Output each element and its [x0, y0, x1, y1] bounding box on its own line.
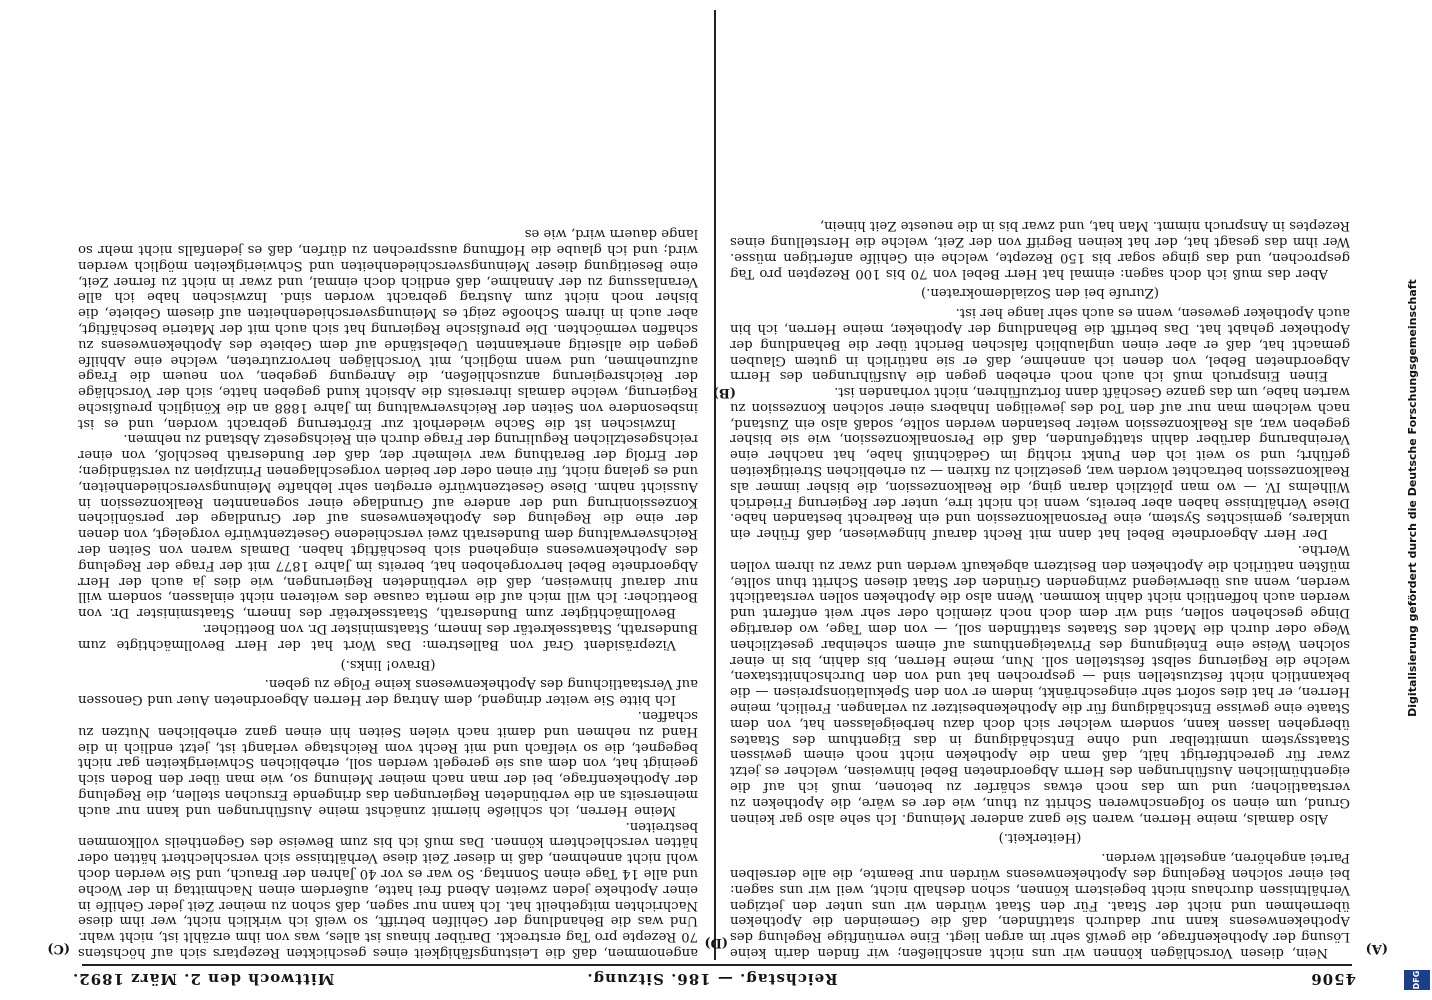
paragraph: Inzwischen ist die Sache wiederholt zur Erörterung gebracht worden, und es ist insbesondere von Seiten der Reichsverwaltung im Jahre 1888 an die Königlich preußische Regierung, welche damals ihrerseits die Absicht kund gegeben hatte, sich der Vorschläge der Reichsregierung anzuschließen, die Anregung gegeben, von neuem die Frage aufzunehmen, und wenn möglich, mit Vorschlägen hervorzutreten, welche eine Abhilfe gegen die allseitig anerkannten Uebelstände auf dem Gebiete des Apothekenwesens zu schaffen vermöchten. Die preußische Regierung hat sich auch mit der Materie beschäftigt, aber auch in ihrem Schooße zeigt es Meinungsverschiedenheiten auf diesem Gebiete, die bisher noch nicht zum Austrag gebracht worden sind. Inzwischen habe ich alle Veranlassung zu der Annahme, daß endlich doch einmal, und zwar in nicht zu ferner Zeit, eine Beseitigung dieser Meinungsverschiedenheiten und Schwierigkeiten möglich werden wird; und ich glaube die Hoffnung aussprechen zu dürfen, daß es jedenfalls nicht mehr so lange dauern wird, wie es	[78, 226, 698, 431]
interjection: (Zurufe bei den Sozialdemokraten.)	[920, 285, 1160, 301]
interjection: (Bravo! links.)	[340, 656, 436, 672]
paragraph: Einen Einspruch muß ich auch noch erheben gegen die Ausführungen des Herrn Abgeordneten Bebel, von denen ich annehme, daß er sie natürlich in gutem Glauben gemacht hat, daß er aber einen unglaublich falschen Bericht über die Behandlung der Apotheker gehabt hat. Das betrifft die Behandlung der Apotheker, meine Herren, ich bin auch Apotheker gewesen, wenn es auch sehr lange her ist.	[730, 305, 1350, 384]
paragraph: Ich bitte Sie weiter dringend, dem Antrag der Herren Abgeordneten Auer und Genossen auf Verstaatlichung des Apothekenwesens keine Folge zu geben.	[78, 676, 698, 708]
right-column	[78, 225, 698, 960]
paragraph: Also damals, meine Herren, waren Sie ganz anderer Meinung. Ich sehe also gar keinen Grund, um einen so folgenschweren Schritt zu thun, wie der es wäre, die Apotheken zu verstaatlichen; und um das noch etwas schärfer zu betonen, muß ich auf die eigenthümlichen Ausführungen des Herrn Abgeordneten Bebel hinweisen, welcher es jetzt zwar für gerechtfertigt hält, daß man die Apotheken nicht noch einem gewissen Staatssystem unmittelbar und ohne Entschädigung in das Eigenthum des Staates übergehen lassen kann, sondern welcher sich doch dazu herbeigelassen hat, von dem Staate eine gewisse Entschädigung für die Apothekenbesitzer zu verlangen. Freilich, meine Herren, er hat dies sofort sehr eingeschränkt, indem er von den Spekulationspreisen — die bekanntlich nicht festzustellen sind — gesprochen hat und von den Durchschnittstaxen, welche die Regierung selbst feststellen soll. Nun, meine Herren, bis dahin, bis in einer solchen Weise eine Enteignung des Privateigenthums auf einem scheinbar gesetzlichen Wege oder durch die Macht des Staates stattfinden soll, — von dem Tage, wo derartige Dinge geschehen sollen, sind wir dem doch noch ziemlich oder sehr weit entfernt und werden auch hoffentlich nicht dahin kommen. Wenn also die Apotheken sollen verstaatlicht werden, wenn aus überwiegend zwingenden Gründen der Staat diesen Schritt thun sollte, müßten natürlich die Apotheken den Besitzern abgekauft werden und zwar zu ihrem vollen Werthe.	[730, 542, 1350, 826]
margin-mark-c: (C)	[47, 941, 70, 956]
paragraph: Meine Herren, ich schließe hiermit zunächst meine Ausführungen und kann nur auch meinerseits an die verbündeten Regierungen das dringende Ersuchen stellen, die Regelung der Apothekenfrage, bei der man nach meiner Meinung so, wie man über den Boden sich geeinigt hat, von dem aus sie geregelt werden soll, erheblichen Schwierigkeiten gar nicht begegnet, die so vielfach und mit Recht vom Reichstage verlangt ist, jetzt endlich in die Hand zu nehmen und damit nach vielen Seiten hin einen ganz erheblichen Nutzen zu schaffen.	[78, 708, 698, 818]
speaker-paragraph: Bevollmächtigter zum Bundesrath, Staatssekretär des Innern, Staatsminister Dr. von Boetticher: Ich will mich auf die merita causae des weiteren nicht einlassen, sondern will nur darauf hinweisen, daß die verbündeten Regierungen, wie dies ja auch der Herr Abgeordnete Bebel hervorgehoben hat, bereits im Jahre 1877 mit der Frage der Regelung des Apothekenwesens eingehend sich beschäftigt haben. Damals waren von Seiten der Reichsverwaltung dem Bundesrath zwei verschiedene Gesetzentwürfe vorgelegt, von denen der eine die Regelung des Apothekenwesens auf der Grundlage der persönlichen Konzessionirung und der andere auf Grundlage einer sogenannten Realkonzession in Aussicht nahm. Diese Gesetzentwürfe erregten sehr lebhafte Meinungsverschiedenheiten, und es gelang nicht, für einen oder der beiden vorgeschlagenen Prinzipien zu verständigen; der Erfolg der Berathung war vielmehr der, daß der Bundesrath beschloß, von einer reichsgesetzlichen Regulirung der Frage durch ein Reichsgesetz Abstand zu nehmen.	[78, 431, 698, 621]
paragraph: Aber das muß ich doch sagen: einmal hat Herr Bebel von 70 bis 100 Rezepten pro Tag gesprochen, und das ginge sogar bis 150 Rezepte, welche ein Gehilfe anfertigen müsse. Wer ihm das gesagt hat, der hat keinen Begriff von der Zeit, welche die Herstellung eines Rezeptes in Anspruch nimmt. Man hat, und zwar bis in die neueste Zeit hinein,	[730, 218, 1350, 281]
session-title: Reichstag. — 186. Sitzung.	[586, 970, 838, 988]
margin-mark-b: (B)	[712, 385, 736, 400]
speaker-paragraph: Vizepräsident Graf von Ballestrem: Das Wort hat der Herr Bevollmächtigte zum Bundesrath, Staatssekretär des Innern, Staatsminister Dr. von Boetticher.	[78, 621, 698, 652]
header-rule	[82, 964, 1352, 966]
digitization-sidebar	[1404, 0, 1432, 1000]
paragraph: angenommen, daß die Leistungsfähigkeit eines geschickten Rezeptars sich auf höchstens 70 Rezepte pro Tag erstreckt. Darüber hinaus ist alles, was von ihm erzählt ist, nicht wahr. Und was die Behandlung der Gehilfen betrifft, so weiß ich wirklich nicht, wer ihm diese Nachrichten mitgetheilt hat. Ich kann nur sagen, daß schon zu meiner Zeit jeder Gehilfe in einer Apotheke jeden zweiten Abend frei hatte, außerdem einen Nachmittag in der Woche und alle 14 Tage einen Sonntag. So war es vor 40 Jahren der Brauch, und Sie werden doch wohl nicht annehmen, daß in dieser Zeit diese Verhältnisse sich verschlechtert hätten oder hätten verschlechtern können. Das muß ich bis zum Beweise des Gegentheils vollkommen bestreiten.	[78, 818, 698, 960]
page-number: 4506	[1310, 970, 1356, 988]
funding-note: Digitalisierung gefördert durch die Deutsche Forschungsgemeinschaft	[1406, 279, 1419, 717]
left-column	[730, 217, 1350, 960]
paragraph: Nein, diesen Vorschlägen können wir uns nicht anschließen; wir finden darin keine Lösung der Apothekenfrage, die gewiß sehr im argen liegt. Eine vernünftige Regelung des Apothekenwesens kann nur dadurch stattfinden, daß die Gemeinden die Apotheken übernehmen und nicht der Staat. Für den Staat würden wir uns unter den jetzigen Verhältnissen durchaus nicht begeistern können, schon deshalb nicht, weil wir uns sagen: bei einer solchen Regelung des Apothekenwesens würden nur Beamte, die alle derselben Partei angehören, angestellt werden.	[730, 850, 1350, 960]
interjection: (Heiterkeit.)	[998, 830, 1082, 846]
margin-mark-a: (A)	[1365, 941, 1388, 956]
session-date: Mittwoch den 2. März 1892.	[72, 970, 335, 988]
paragraph: Der Herr Abgeordnete Bebel hat dann mit Recht darauf hingewiesen, daß früher ein unklares, gemischtes System, eine Personalkonzession und ein Realrecht bestanden habe. Diese Verhältnisse haben aber bereits, wenn ich nicht irre, unter der Regierung Friedrich Wilhelms IV. — wo man plötzlich daran ging, die Realkonzession, die bisher immer als Realkonzession betrachtet worden war, gesetzlich zu fixiren — zu erheblichen Streitigkeiten geführt; und so weit ich den Punkt richtig im Gedächtniß habe, hat nachher eine Vereinbarung darüber dahin stattgefunden, daß die Personalkonzession, wie sie bisher gegeben war, als Realkonzession weiter bestanden werden sollte, sodaß also ein Zustand, nach welchem man nur auf den Tod des jeweiligen Inhabers einer solchen Konzession zu warten habe, um das ganze Geschäft dann fortzuführen, nicht vorhanden ist.	[730, 384, 1350, 542]
column-divider	[714, 10, 716, 960]
margin-mark-d: (D)	[704, 935, 728, 950]
dfg-logo: DFG	[1404, 970, 1430, 990]
running-header	[32, 964, 1392, 990]
